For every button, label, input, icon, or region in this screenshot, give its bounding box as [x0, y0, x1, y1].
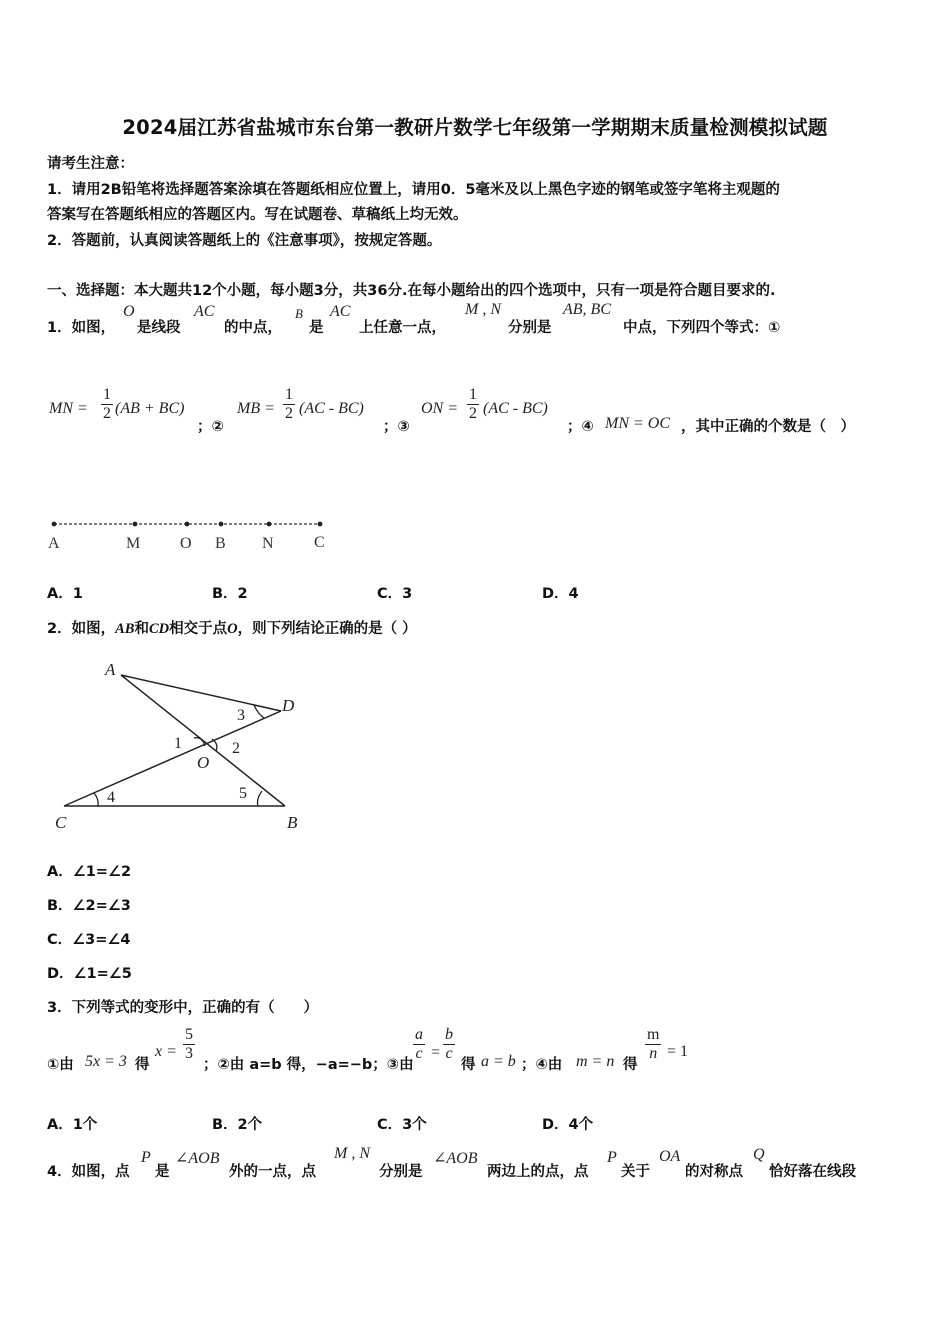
eq3-num: 1 — [469, 386, 477, 403]
q1-option-c[interactable]: C．3 — [377, 586, 413, 602]
q3-option-a[interactable]: A．1个 — [47, 1117, 98, 1133]
q1-text-5: 上任意一点， — [359, 320, 446, 336]
point-a-label: A — [105, 660, 116, 679]
q4-math-oa: OA — [659, 1148, 681, 1165]
eq2-den: 2 — [285, 405, 293, 422]
q4-text-4: 分别是 — [379, 1164, 423, 1180]
q1-tail: ，其中正确的个数是（ ） — [681, 419, 855, 435]
q1-option-b[interactable]: B．2 — [212, 586, 248, 602]
q3-frac-bc — [441, 1026, 457, 1063]
angle-3-label: 3 — [237, 707, 245, 724]
q1-option-a[interactable]: A．1 — [47, 586, 83, 602]
q3-frac-53 — [181, 1026, 197, 1063]
q1-math-ac2: AC — [330, 303, 351, 320]
q1-text-7: 中点，下列四个等式：① — [623, 320, 781, 336]
q3-frac-eq: = — [431, 1044, 441, 1061]
point-c-label: C — [55, 813, 67, 832]
eq1-right: (AB + BC) — [115, 400, 185, 417]
q4-text-5: 两边上的点，点 — [487, 1164, 589, 1180]
q3-frac-53-den: 3 — [185, 1045, 193, 1062]
sep-3: ；③ — [383, 419, 410, 435]
q3-frac-bc-den: c — [445, 1045, 453, 1062]
q2-text-1: 2．如图， — [47, 621, 116, 637]
q4-text-1: 4．如图，点 — [47, 1164, 130, 1180]
sep-4: ；④ — [567, 419, 594, 435]
q4-math-aob2: ∠AOB — [433, 1150, 478, 1167]
q2-stem — [47, 617, 417, 638]
q1-text-4: 是 — [309, 320, 324, 336]
q4-math-p2: P — [607, 1149, 617, 1166]
q1-text-1: 1．如图， — [47, 320, 116, 336]
q1-option-d[interactable]: D．4 — [542, 586, 579, 602]
q2-option-a[interactable]: A．∠1=∠2 — [47, 864, 132, 880]
eq1-den: 2 — [103, 405, 111, 422]
q3-frac-ac-den: c — [415, 1045, 423, 1062]
notice-line-1b: 答案写在答题纸相应的答题区内。写在试题卷、草稿纸上均无效。 — [47, 207, 468, 223]
label-a: A — [48, 535, 60, 552]
q2-option-b[interactable]: B．∠2=∠3 — [47, 898, 131, 914]
notice-heading: 请考生注意： — [47, 156, 134, 172]
q4-text-3: 外的一点，点 — [229, 1164, 316, 1180]
section-heading: 一、选择题：本大题共12个小题，每小题3分，共36分.在每小题给出的四个选项中，只有一项是符合题目要求的. — [47, 283, 776, 299]
eq3-fraction — [465, 386, 481, 423]
segment-ad — [121, 675, 281, 711]
q2-cd: CD — [148, 621, 170, 637]
q3-stem: 3．下列等式的变形中，正确的有（ ） — [47, 1000, 319, 1016]
q4-text-2: 是 — [155, 1164, 170, 1180]
q3-eq-ab: a = b — [481, 1053, 516, 1070]
point-m-dot — [133, 522, 138, 527]
q3-frac-bc-num: b — [445, 1026, 453, 1043]
q2-o: O — [227, 621, 238, 637]
q1-math-b: B — [295, 306, 303, 321]
notice-line-2: 2．答题前，认真阅读答题纸上的《注意事项》，按规定答题。 — [47, 233, 442, 249]
angle-5-arc — [258, 791, 263, 806]
q1-math-o: O — [123, 303, 135, 320]
eq3-den: 2 — [469, 405, 477, 422]
label-n: N — [262, 535, 274, 552]
q3-s4: 得 — [461, 1057, 476, 1073]
segment-cd — [64, 711, 281, 806]
point-b-dot — [219, 522, 224, 527]
q1-math-abbc: AB, BC — [563, 301, 611, 318]
point-o-dot — [185, 522, 190, 527]
q3-eq-x: x = — [155, 1043, 177, 1060]
q3-frac-ac — [411, 1026, 427, 1063]
q4-math-p: P — [141, 1149, 151, 1166]
angle-4-label: 4 — [107, 789, 115, 806]
q1-line-figure — [44, 512, 344, 554]
eq1-left: MN = — [49, 400, 88, 417]
q1-math-ac: AC — [194, 303, 215, 320]
q3-frac-mn-eq: = 1 — [667, 1043, 689, 1060]
q1-text-6: 分别是 — [508, 320, 552, 336]
q2-option-c[interactable]: C．∠3=∠4 — [47, 932, 131, 948]
q2-text-4: ，则下列结论正确的是（ ） — [237, 621, 417, 637]
q2-ab: AB — [115, 621, 135, 637]
label-b: B — [215, 535, 226, 552]
q2-figure — [44, 656, 324, 836]
eq2-right: (AC - BC) — [299, 400, 364, 417]
eq3-right: (AC - BC) — [483, 400, 548, 417]
q4-math-mn: M , N — [334, 1145, 370, 1162]
q3-s2: 得 — [135, 1057, 150, 1073]
q3-s6: 得 — [623, 1057, 638, 1073]
notice-line-1a: 1．请用2B铅笔将选择题答案涂填在答题纸相应位置上，请用0．5毫米及以上黑色字迹的钢笔或签字笔将主观题的 — [47, 182, 780, 198]
q3-option-b[interactable]: B．2个 — [212, 1117, 263, 1133]
label-c: C — [314, 534, 325, 551]
q1-equations — [47, 386, 907, 436]
q4-text-6: 关于 — [621, 1164, 650, 1180]
q3-s1: ①由 — [47, 1057, 74, 1073]
q3-frac-53-num: 5 — [185, 1026, 193, 1043]
q4-math-aob: ∠AOB — [175, 1150, 220, 1167]
q1-text-2: 是线段 — [137, 320, 181, 336]
eq3-left: ON = — [421, 400, 459, 417]
eq2-left: MB = — [237, 400, 275, 417]
q3-frac-ac-num: a — [415, 1026, 423, 1043]
eq2-num: 1 — [285, 386, 293, 403]
angle-4-arc — [94, 793, 98, 806]
q3-statements — [47, 1026, 907, 1076]
point-d-label: D — [282, 696, 295, 715]
label-m: M — [126, 535, 141, 552]
q4-stem — [47, 1142, 907, 1182]
q3-eq-mn: m = n — [576, 1053, 615, 1070]
point-a-dot — [52, 522, 57, 527]
angle-2-label: 2 — [232, 740, 240, 757]
q3-s3: ；②由 a=b 得，−a=−b；③由 — [203, 1057, 414, 1073]
q4-math-q: Q — [753, 1146, 765, 1163]
point-n-dot — [267, 522, 272, 527]
q4-text-8: 恰好落在线段 — [769, 1164, 856, 1180]
q1-math-mn: M , N — [465, 301, 501, 318]
q3-frac-mn-den: n — [649, 1045, 658, 1062]
q2-text-2: 和 — [134, 621, 149, 637]
q4-text-7: 的对称点 — [685, 1164, 743, 1180]
q3-option-d[interactable]: D．4个 — [542, 1117, 594, 1133]
point-o-label: O — [197, 753, 210, 772]
eq1-num: 1 — [103, 386, 111, 403]
q3-eq-5x: 5x = 3 — [85, 1053, 127, 1070]
point-c-dot — [318, 522, 323, 527]
q3-option-c[interactable]: C．3个 — [377, 1117, 427, 1133]
label-o: O — [180, 535, 192, 552]
point-b-label: B — [287, 813, 298, 832]
q3-s5: ；④由 — [521, 1057, 563, 1073]
q3-frac-mn — [643, 1026, 663, 1063]
eq4: MN = OC — [605, 415, 671, 432]
angle-1-label: 1 — [174, 735, 182, 752]
eq2-fraction — [281, 386, 297, 423]
page-title: 2024届江苏省盐城市东台第一教研片数学七年级第一学期期末质量检测模拟试题 — [122, 116, 828, 139]
angle-5-label: 5 — [239, 785, 247, 802]
q1-text-3: 的中点， — [224, 320, 282, 336]
sep-2: ；② — [197, 419, 224, 435]
q2-text-3: 相交于点 — [169, 621, 228, 637]
q2-option-d[interactable]: D．∠1=∠5 — [47, 966, 132, 982]
q3-frac-mn-num: m — [647, 1026, 660, 1043]
eq1-fraction — [99, 386, 115, 423]
